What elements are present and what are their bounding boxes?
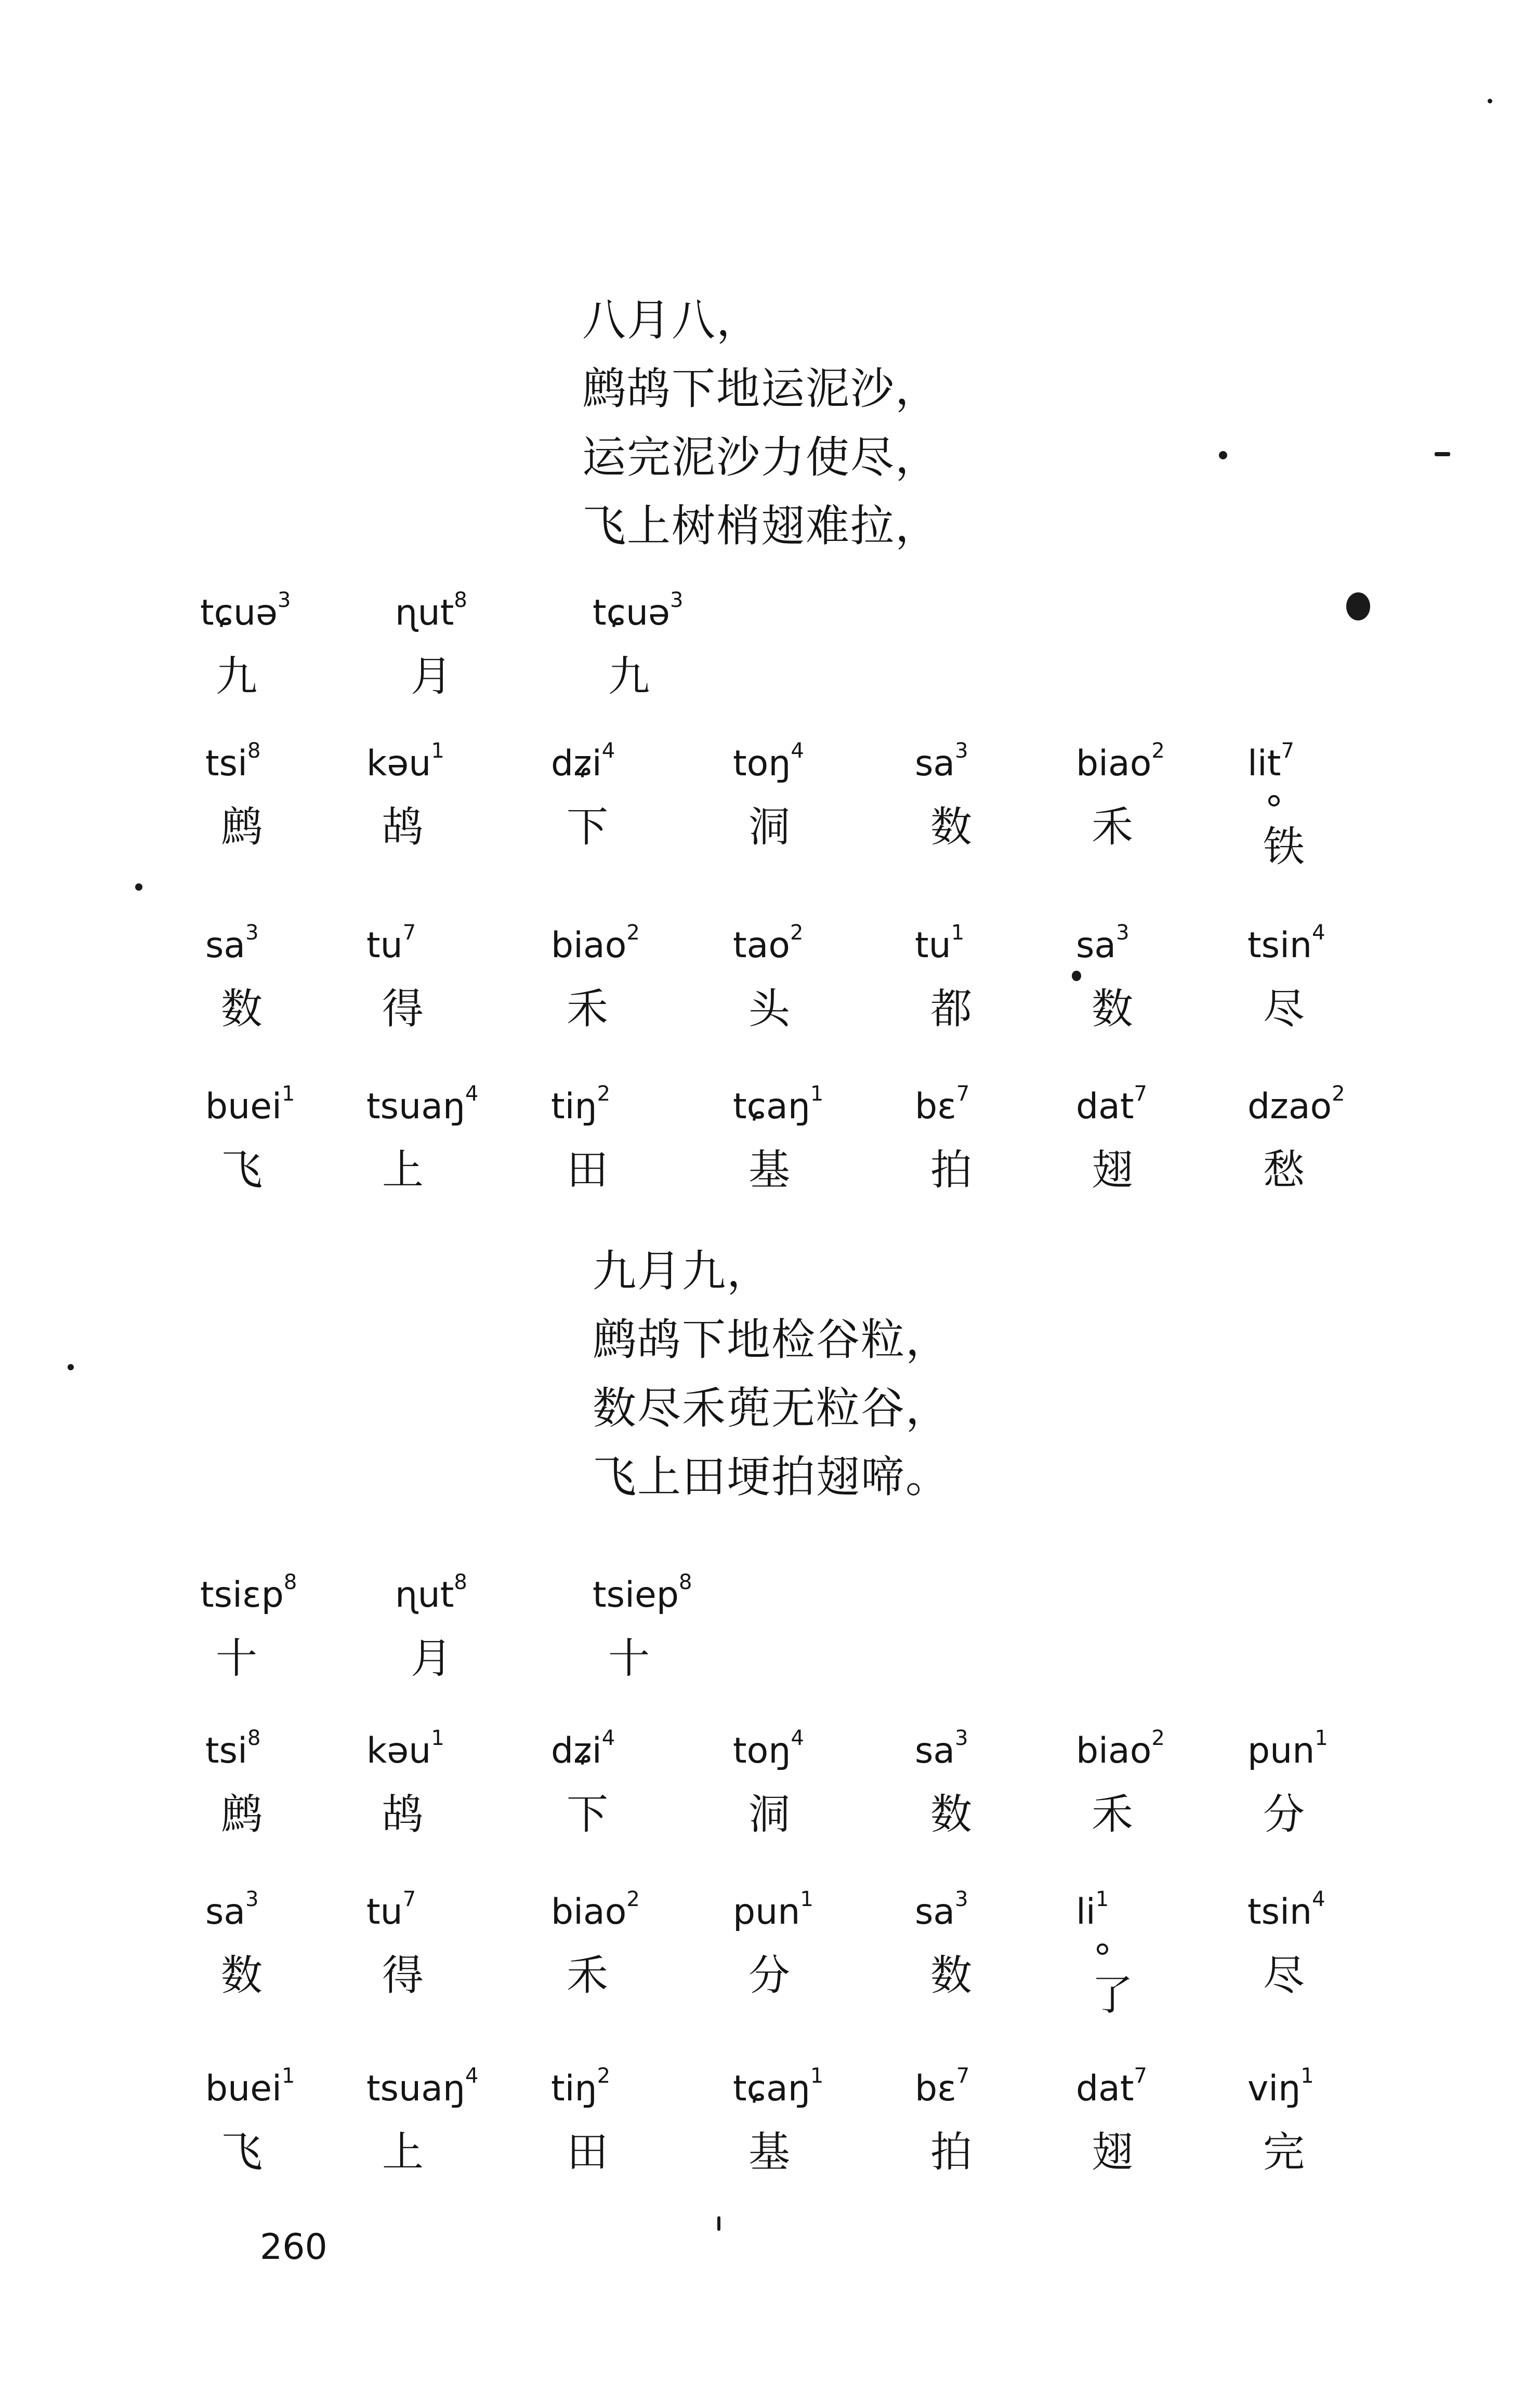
syllable-cell — [205, 1726, 361, 1855]
hanzi-gloss: 九 — [608, 652, 650, 700]
romanization-syllable: biao — [551, 1891, 627, 1933]
verse-line: 运完泥沙力使尽， — [582, 432, 940, 483]
entering-tone-ring — [1268, 795, 1280, 806]
romanization-syllable: tiŋ — [551, 2068, 597, 2109]
romanization-syllable: toŋ — [733, 1730, 791, 1771]
syllable-cell — [915, 1082, 1071, 1211]
interlinear-row — [0, 1726, 1537, 1855]
romanization — [593, 1570, 692, 1616]
syllable-cell — [1247, 921, 1403, 1050]
romanization — [1247, 1082, 1345, 1128]
syllable-cell — [205, 1887, 361, 2016]
hanzi-gloss: 基 — [748, 2128, 790, 2176]
tone-number: 2 — [1151, 1726, 1165, 1750]
syllable-cell — [366, 2064, 522, 2193]
syllable-cell — [1247, 1082, 1403, 1211]
romanization-syllable: kəu — [366, 1730, 431, 1771]
romanization — [551, 1887, 640, 1933]
syllable-cell — [1076, 739, 1232, 868]
verse-line: 飞上树梢翅难拉， — [582, 500, 940, 551]
tone-number: 4 — [1312, 1887, 1325, 1911]
romanization-syllable: kəu — [366, 743, 431, 784]
hanzi-gloss: 了 — [1092, 1971, 1133, 2019]
tone-number: 7 — [1134, 2064, 1147, 2088]
romanization-syllable: tsiep — [593, 1575, 679, 1616]
syllable-cell — [551, 921, 707, 1050]
romanization — [1076, 921, 1129, 967]
romanization-syllable: dat — [1076, 2068, 1134, 2109]
tone-number: 8 — [247, 1726, 261, 1750]
romanization-syllable: viŋ — [1247, 2068, 1301, 2109]
romanization — [1247, 739, 1294, 785]
syllable-cell — [551, 739, 707, 868]
syllable-cell — [1247, 739, 1403, 871]
hanzi-gloss: 基 — [748, 1146, 790, 1194]
romanization-syllable: sa — [915, 743, 955, 784]
romanization — [1076, 1726, 1165, 1772]
romanization — [733, 739, 804, 785]
verse-line: 飞上田埂拍翅啼。 — [593, 1451, 951, 1502]
syllable-cell — [205, 739, 361, 868]
tone-number: 4 — [465, 2064, 479, 2088]
syllable-cell — [1076, 1082, 1232, 1211]
syllable-cell — [205, 1082, 361, 1211]
syllable-cell — [366, 1887, 522, 2016]
romanization-syllable: bɛ — [915, 1086, 956, 1127]
scan-speck — [1488, 99, 1492, 103]
hanzi-gloss: 九 — [216, 652, 257, 700]
tone-number: 3 — [245, 921, 259, 945]
romanization-syllable: tsuaŋ — [366, 1086, 465, 1127]
hanzi-gloss: 禾 — [1092, 1790, 1133, 1838]
romanization-syllable: buei — [205, 1086, 282, 1127]
tone-number: 2 — [597, 1082, 611, 1106]
syllable-cell — [395, 1570, 551, 1699]
syllable-cell — [733, 739, 889, 868]
hanzi-gloss: 愁 — [1263, 1146, 1305, 1194]
romanization-syllable: dʑi — [551, 1730, 602, 1771]
romanization — [205, 921, 259, 967]
tone-number: 3 — [955, 1726, 968, 1750]
romanization — [366, 1726, 444, 1772]
romanization — [733, 921, 804, 967]
romanization — [205, 2064, 295, 2110]
hanzi-gloss: 田 — [567, 2128, 608, 2176]
romanization — [915, 921, 965, 967]
tone-number: 1 — [1300, 2064, 1314, 2088]
syllable-cell — [200, 588, 356, 717]
romanization — [366, 1082, 479, 1128]
hanzi-gloss: 禾 — [567, 985, 608, 1033]
romanization — [395, 1570, 467, 1616]
romanization-syllable: sa — [1076, 925, 1116, 966]
hanzi-gloss: 禾 — [567, 1951, 608, 2000]
scan-speck — [1219, 451, 1227, 459]
tone-number: 1 — [1315, 1726, 1328, 1750]
hanzi-gloss: 数 — [930, 1790, 972, 1838]
romanization — [915, 1726, 968, 1772]
syllable-cell — [551, 1082, 707, 1211]
romanization — [551, 2064, 611, 2110]
tone-number: 2 — [626, 1887, 640, 1911]
romanization — [1076, 1082, 1147, 1128]
romanization-syllable: tsi — [205, 1730, 247, 1771]
tone-number: 7 — [956, 1082, 970, 1106]
syllable-cell — [205, 921, 361, 1050]
syllable-cell — [366, 739, 522, 868]
tone-number: 8 — [247, 739, 261, 763]
romanization-syllable: pun — [733, 1891, 800, 1933]
tone-number: 4 — [791, 1726, 804, 1750]
romanization — [551, 1082, 611, 1128]
romanization — [551, 1726, 615, 1772]
scan-speck — [68, 1364, 74, 1370]
romanization-syllable: dzao — [1247, 1086, 1332, 1127]
interlinear-row — [0, 921, 1537, 1050]
tone-number: 2 — [1332, 1082, 1345, 1106]
tone-number: 1 — [282, 2064, 295, 2088]
syllable-cell — [1076, 1726, 1232, 1855]
syllable-cell — [1076, 2064, 1232, 2193]
verse-line: 鹧鸪下地检谷粒， — [593, 1314, 951, 1365]
romanization-syllable: tɕaŋ — [733, 2068, 810, 2109]
romanization-syllable: tsin — [1247, 1891, 1312, 1933]
hanzi-gloss: 数 — [930, 1951, 972, 2000]
tone-number: 4 — [1312, 921, 1325, 945]
romanization-syllable: sa — [915, 1891, 955, 1933]
syllable-cell — [200, 1570, 356, 1699]
romanization-syllable: tsuaŋ — [366, 2068, 465, 2109]
hanzi-gloss: 十 — [608, 1634, 650, 1683]
romanization — [395, 588, 467, 634]
hanzi-gloss: 数 — [930, 803, 972, 851]
syllable-cell — [551, 1887, 707, 2016]
tone-number: 1 — [810, 1082, 824, 1106]
hanzi-gloss: 都 — [930, 985, 972, 1033]
tone-number: 8 — [678, 1570, 692, 1594]
hanzi-gloss: 鹧 — [221, 803, 262, 851]
romanization-syllable: sa — [205, 1891, 246, 1933]
hanzi-gloss: 翅 — [1092, 1146, 1133, 1194]
verse-block — [582, 286, 940, 560]
hanzi-gloss: 飞 — [221, 1146, 262, 1194]
hanzi-gloss: 数 — [1092, 985, 1133, 1033]
romanization-syllable: tsiɛp — [200, 1575, 284, 1616]
romanization — [205, 1887, 259, 1933]
tone-number: 4 — [465, 1082, 479, 1106]
hanzi-gloss: 洞 — [748, 803, 790, 851]
syllable-cell — [915, 1726, 1071, 1855]
hanzi-gloss: 得 — [382, 985, 424, 1033]
tone-number: 1 — [800, 1887, 813, 1911]
syllable-cell — [366, 921, 522, 1050]
romanization-syllable: sa — [915, 1730, 955, 1771]
romanization — [366, 2064, 479, 2110]
romanization-syllable: tsin — [1247, 925, 1312, 966]
tone-number: 2 — [626, 921, 640, 945]
syllable-cell — [733, 1887, 889, 2016]
verse-block — [593, 1237, 950, 1511]
tone-number: 3 — [669, 588, 684, 612]
hanzi-gloss: 尽 — [1263, 1951, 1305, 2000]
interlinear-row — [0, 2064, 1537, 2193]
verse-line: 鹧鸪下地运泥沙， — [582, 363, 940, 414]
page-number: 260 — [260, 2227, 327, 2268]
romanization-syllable: tiŋ — [551, 1086, 597, 1127]
romanization — [551, 739, 615, 785]
interlinear-row — [0, 588, 1537, 717]
syllable-cell — [915, 921, 1071, 1050]
scan-speck — [1346, 592, 1370, 620]
syllable-cell — [1247, 1887, 1403, 2016]
romanization-syllable: tu — [366, 925, 403, 966]
hanzi-gloss: 数 — [221, 985, 262, 1033]
romanization-syllable: tsi — [205, 743, 247, 784]
hanzi-gloss: 洞 — [748, 1790, 790, 1838]
syllable-cell — [551, 1726, 707, 1855]
tone-number: 1 — [431, 739, 444, 763]
tone-number: 7 — [1134, 1082, 1147, 1106]
romanization-syllable: dat — [1076, 1086, 1134, 1127]
tone-number: 1 — [951, 921, 965, 945]
syllable-cell — [915, 2064, 1071, 2193]
verse-line: 数尽禾蔸无粒谷， — [593, 1383, 951, 1434]
romanization — [593, 588, 684, 634]
romanization — [733, 1726, 804, 1772]
hanzi-gloss: 完 — [1263, 2128, 1305, 2176]
tone-number: 3 — [277, 588, 291, 612]
romanization-syllable: ɳut — [395, 592, 454, 633]
verse-line: 八月八， — [582, 295, 761, 346]
hanzi-gloss: 鹧 — [221, 1790, 262, 1838]
hanzi-gloss: 上 — [382, 1146, 424, 1194]
romanization — [200, 588, 291, 634]
hanzi-gloss: 鸪 — [382, 803, 424, 851]
tone-number: 3 — [955, 739, 968, 763]
romanization-syllable: biao — [551, 925, 627, 966]
scan-speck — [1435, 452, 1450, 456]
tone-number: 4 — [601, 1726, 615, 1750]
romanization — [551, 921, 640, 967]
romanization — [915, 1887, 968, 1933]
romanization — [1247, 921, 1325, 967]
tone-number: 8 — [454, 588, 467, 612]
tone-number: 2 — [1151, 739, 1165, 763]
hanzi-gloss: 尽 — [1263, 985, 1305, 1033]
hanzi-gloss: 下 — [567, 1790, 608, 1838]
hanzi-gloss: 拍 — [930, 1146, 972, 1194]
tone-number: 8 — [283, 1570, 297, 1594]
syllable-cell — [733, 1082, 889, 1211]
tone-number: 3 — [245, 1887, 259, 1911]
romanization-syllable: pun — [1247, 1730, 1315, 1771]
hanzi-gloss: 翅 — [1092, 2128, 1133, 2176]
tone-number: 7 — [1281, 739, 1294, 763]
interlinear-row — [0, 1887, 1537, 2019]
romanization-syllable: biao — [1076, 1730, 1152, 1771]
entering-tone-ring — [1097, 1943, 1108, 1955]
syllable-cell — [1247, 2064, 1403, 2193]
romanization-syllable: ɳut — [395, 1575, 454, 1616]
syllable-cell — [915, 1887, 1071, 2016]
tone-number: 7 — [402, 1887, 416, 1911]
romanization — [915, 2064, 970, 2110]
tone-number: 1 — [282, 1082, 295, 1106]
syllable-cell — [366, 1082, 522, 1211]
romanization — [1247, 2064, 1314, 2110]
hanzi-gloss: 飞 — [221, 2128, 262, 2176]
romanization — [366, 739, 444, 785]
romanization — [733, 2064, 824, 2110]
hanzi-gloss: 铁 — [1263, 823, 1305, 871]
interlinear-row — [0, 1082, 1537, 1211]
romanization-syllable: bɛ — [915, 2068, 956, 2109]
syllable-cell — [395, 588, 551, 717]
tone-number: 8 — [454, 1570, 467, 1594]
tone-number: 3 — [1116, 921, 1129, 945]
hanzi-gloss: 拍 — [930, 2128, 972, 2176]
interlinear-row — [0, 739, 1537, 871]
romanization-syllable: lit — [1247, 743, 1281, 784]
tone-number: 1 — [1095, 1887, 1109, 1911]
romanization-syllable: biao — [1076, 743, 1152, 784]
syllable-cell — [593, 1570, 748, 1699]
syllable-cell — [733, 2064, 889, 2193]
romanization — [733, 1887, 813, 1933]
syllable-cell — [593, 588, 748, 717]
romanization — [1076, 739, 1165, 785]
hanzi-gloss: 禾 — [1092, 803, 1133, 851]
syllable-cell — [205, 2064, 361, 2193]
syllable-cell — [733, 921, 889, 1050]
romanization-syllable: buei — [205, 2068, 282, 2109]
tone-number: 7 — [956, 2064, 970, 2088]
tone-number: 2 — [597, 2064, 611, 2088]
tone-number: 7 — [402, 921, 416, 945]
romanization — [205, 1726, 261, 1772]
romanization — [733, 1082, 824, 1128]
hanzi-gloss: 下 — [567, 803, 608, 851]
scan-speck — [135, 883, 142, 891]
verse-line: 九月九， — [593, 1246, 772, 1296]
hanzi-gloss: 分 — [1263, 1790, 1305, 1838]
tone-number: 1 — [431, 1726, 444, 1750]
romanization — [205, 739, 261, 785]
syllable-cell — [1076, 1887, 1232, 2019]
syllable-cell — [1076, 921, 1232, 1050]
romanization-syllable: dʑi — [551, 743, 602, 784]
tone-number: 1 — [810, 2064, 824, 2088]
hanzi-gloss: 数 — [221, 1951, 262, 2000]
syllable-cell — [915, 739, 1071, 868]
hanzi-gloss: 月 — [411, 1634, 452, 1683]
romanization-syllable: sa — [205, 925, 246, 966]
syllable-cell — [1247, 1726, 1403, 1855]
romanization — [366, 1887, 416, 1933]
romanization-syllable: tɕuə — [593, 592, 670, 633]
romanization — [1247, 1726, 1328, 1772]
syllable-cell — [551, 2064, 707, 2193]
romanization — [1076, 2064, 1147, 2110]
syllable-cell — [733, 1726, 889, 1855]
romanization-syllable: tɕaŋ — [733, 1086, 810, 1127]
tone-number: 4 — [791, 739, 804, 763]
romanization-syllable: tu — [915, 925, 951, 966]
hanzi-gloss: 分 — [748, 1951, 790, 2000]
hanzi-gloss: 上 — [382, 2128, 424, 2176]
romanization-syllable: tu — [366, 1891, 403, 1933]
romanization — [200, 1570, 297, 1616]
hanzi-gloss: 十 — [216, 1634, 257, 1683]
scan-speck — [1072, 971, 1081, 981]
scan-speck — [717, 2216, 720, 2231]
hanzi-gloss: 头 — [748, 985, 790, 1033]
romanization — [1076, 1887, 1109, 1933]
tone-number: 4 — [601, 739, 615, 763]
romanization — [915, 739, 968, 785]
hanzi-gloss: 月 — [411, 652, 452, 700]
hanzi-gloss: 得 — [382, 1951, 424, 2000]
interlinear-row — [0, 1570, 1537, 1699]
romanization-syllable: tɕuə — [200, 592, 278, 633]
romanization-syllable: tao — [733, 925, 790, 966]
syllable-cell — [366, 1726, 522, 1855]
romanization — [915, 1082, 970, 1128]
hanzi-gloss: 田 — [567, 1146, 608, 1194]
tone-number: 3 — [955, 1887, 968, 1911]
romanization-syllable: li — [1076, 1891, 1096, 1933]
romanization — [1247, 1887, 1325, 1933]
tone-number: 2 — [790, 921, 804, 945]
romanization — [205, 1082, 295, 1128]
romanization-syllable: toŋ — [733, 743, 791, 784]
romanization — [366, 921, 416, 967]
hanzi-gloss: 鸪 — [382, 1790, 424, 1838]
